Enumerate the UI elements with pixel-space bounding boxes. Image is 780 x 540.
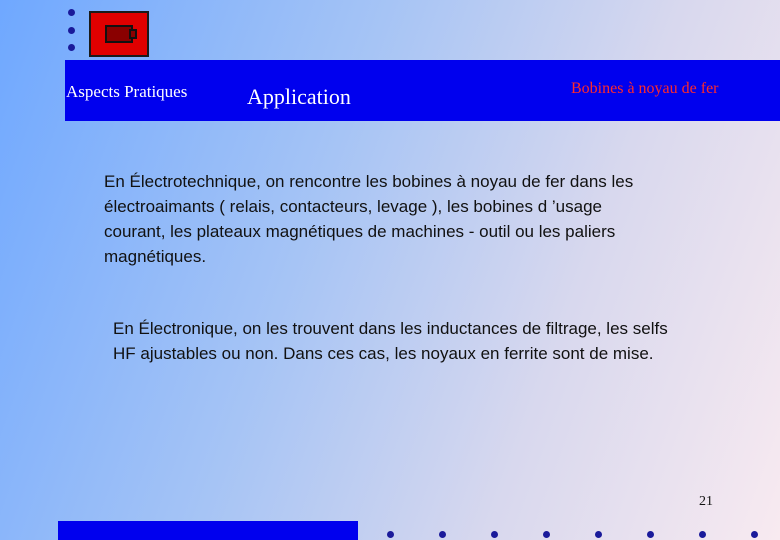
bullet-dot-icon [543,531,550,538]
video-camera-icon [89,11,149,57]
camera-lens [129,29,137,39]
bullet-dot-icon [699,531,706,538]
footer-band [58,521,358,540]
bullet-dot-icon [68,9,75,16]
bullet-dot-icon [439,531,446,538]
bullet-dot-icon [751,531,758,538]
page-number: 21 [699,494,713,509]
bullet-dot-icon [68,44,75,51]
bullet-dot-icon [68,27,75,34]
paragraph-electrotechnique: En Électrotechnique, on rencontre les bobines à noyau de fer dans les électroaimants ( relais, contacteurs, levage ), les bobines d ’usage courant, les plateaux magnétiques de machines - outil ou les paliers magnétiques. [104,172,634,266]
bullet-dot-icon [595,531,602,538]
paragraph-electronique: En Électronique, on les trouvent dans les inductances de filtrage, les selfs HF ajustables ou non. Dans ces cas, les noyaux en ferrite sont de mise. [113,319,668,363]
topic-label: Bobines à noyau de fer [571,80,719,97]
header-band [65,60,780,121]
section-label: Aspects Pratiques [66,82,188,101]
bullet-dot-icon [491,531,498,538]
bullet-dot-icon [387,531,394,538]
subsection-label: Application [247,84,351,109]
bullet-dot-icon [647,531,654,538]
